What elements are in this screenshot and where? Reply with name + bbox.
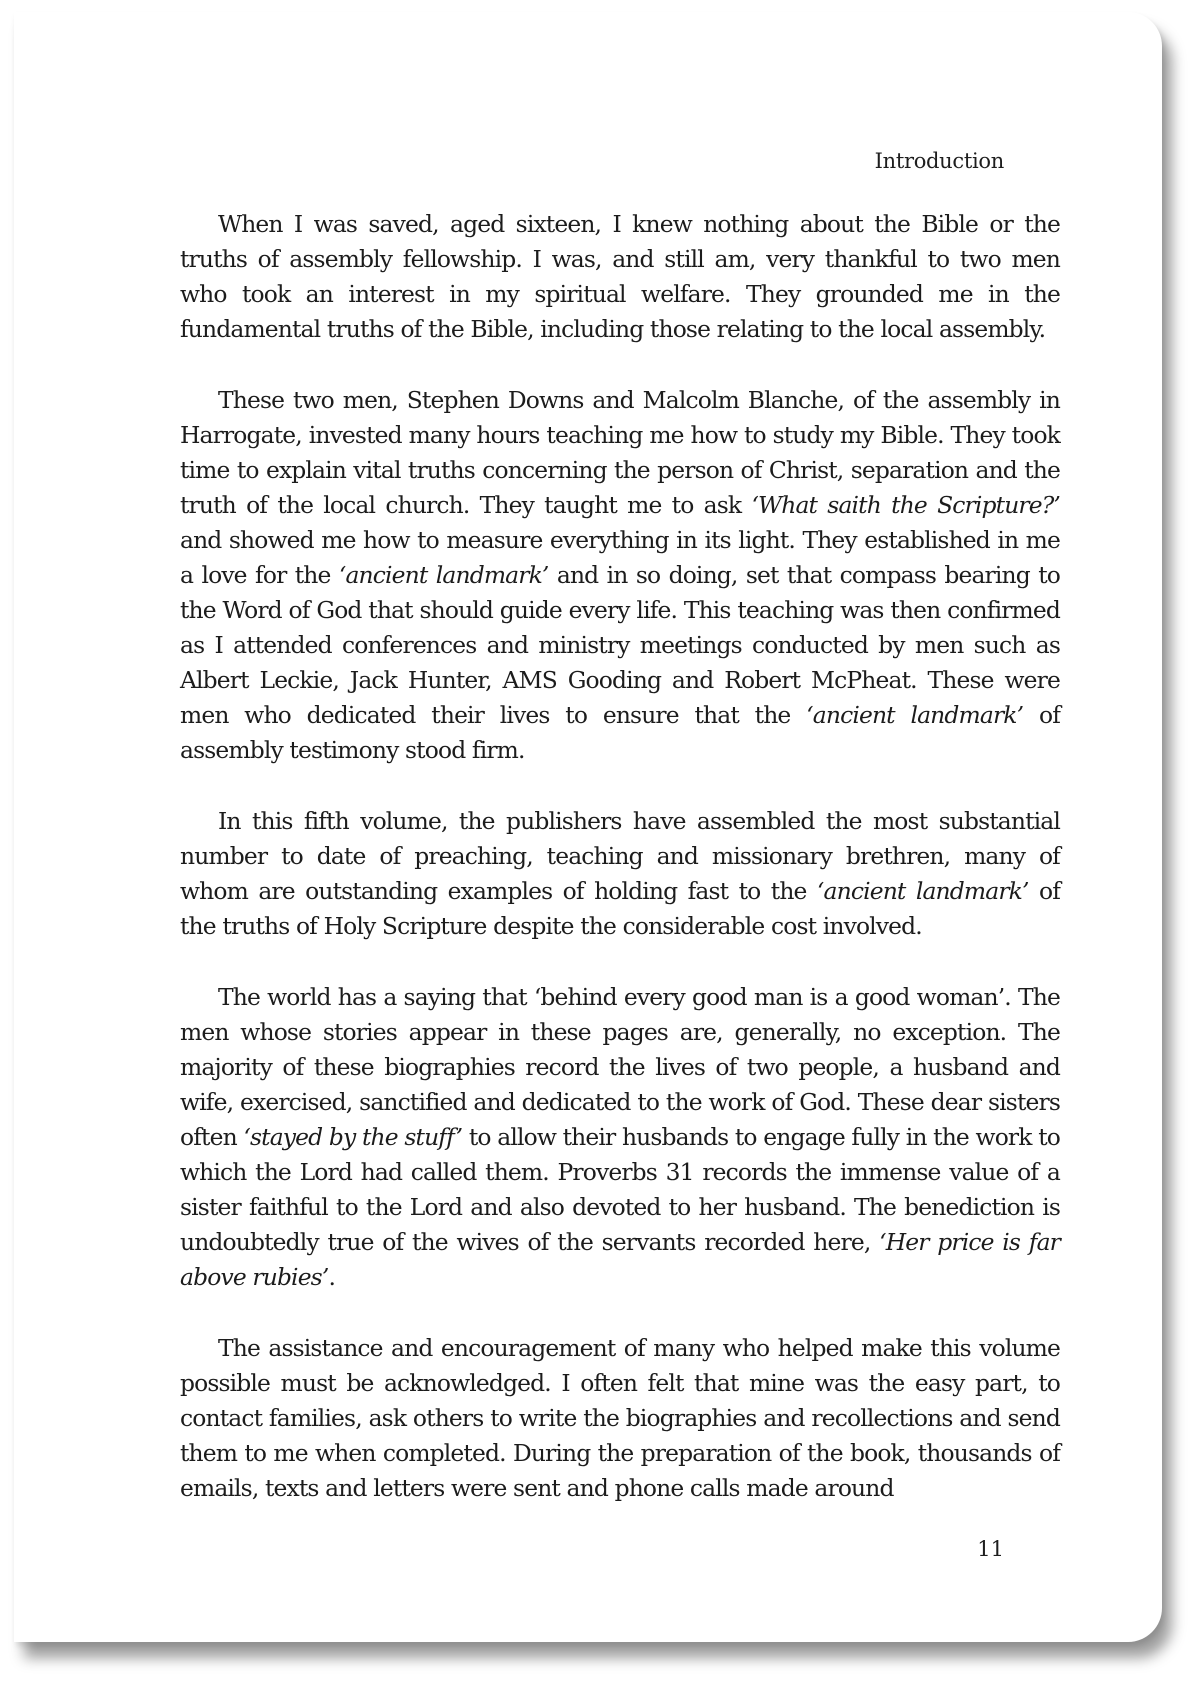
text-run: These two men, Stephen Downs and Malcolm Blanche, of the assembly in Harrogate, invested many hours teaching me how to study my Bible. They took time to explain vital truths concerning the person of Christ, separation and the truth of the local church. They taught me to ask: [180, 386, 1060, 519]
paragraph-2: [180, 383, 1060, 768]
running-head: Introduction: [874, 149, 1004, 173]
paragraph-3: [180, 804, 1060, 944]
text-run: of assembly testimony stood firm.: [180, 701, 1060, 764]
text-run: The assistance and encouragement of many who helped make this volume possible must be acknowledged. I often felt that mine was the easy part, to contact families, ask others to write the biographies and recollections and send them to me when completed. During the preparation of the book, thousands of emails, texts and letters were sent and phone calls made around: [180, 1334, 1060, 1502]
text-run: In this fifth volume, the publishers have assembled the most substantial number to date of preaching, teaching and missionary brethren, many of whom are outstanding examples of holding fast to the: [180, 807, 1060, 905]
italic-quote: ‘What saith the Scripture?’: [751, 491, 1061, 519]
page-number: 11: [977, 1537, 1004, 1561]
italic-quote: ‘ancient landmark’: [338, 561, 549, 589]
text-run: .: [328, 1263, 336, 1291]
italic-quote: ‘stayed by the stuff’: [243, 1123, 463, 1151]
text-run: The world has a saying that ‘behind every good man is a good woman’. The men whose stories appear in these pages are, generally, no exception. The majority of these biographies record the lives of two people, a husband and wife, exercised, sanctified and dedicated to the work of God. These dear sisters often: [180, 983, 1060, 1151]
paragraph-1: [180, 207, 1060, 347]
paragraph-5: [180, 1331, 1060, 1506]
italic-quote: ‘ancient landmark’: [806, 701, 1024, 729]
text-run: of the truths of Holy Scripture despite the considerable cost involved.: [180, 877, 1060, 940]
text-run: to allow their husbands to engage fully in the work to which the Lord had called them. Proverbs 31 records the immense value of a sister faithful to the Lord and also devoted to her husband. The benediction is undoubtedly true of the wives of the servants recorded here,: [180, 1123, 1060, 1256]
text-run: When I was saved, aged sixteen, I knew nothing about the Bible or the truths of assembly fellowship. I was, and still am, very thankful to two men who took an interest in my spiritual welfare. They grounded me in the fundamental truths of the Bible, including those relating to the local assembly.: [180, 210, 1060, 343]
text-run: and showed me how to measure everything in its light. They established in me a love for the: [180, 526, 1060, 589]
italic-quote: ‘Her price is far above rubies’: [180, 1228, 1061, 1291]
italic-quote: ‘ancient landmark’: [816, 877, 1029, 905]
body-text: [180, 207, 1060, 1506]
text-run: and in so doing, set that compass bearing to the Word of God that should guide every life. This teaching was then confirmed as I attended conferences and ministry meetings conducted by men such as Albert Leckie, Jack Hunter, AMS Gooding and Robert McPheat. These were men who dedicated their lives to ensure that the: [180, 561, 1060, 729]
paragraph-4: [180, 980, 1060, 1295]
book-page: [14, 12, 1162, 1642]
